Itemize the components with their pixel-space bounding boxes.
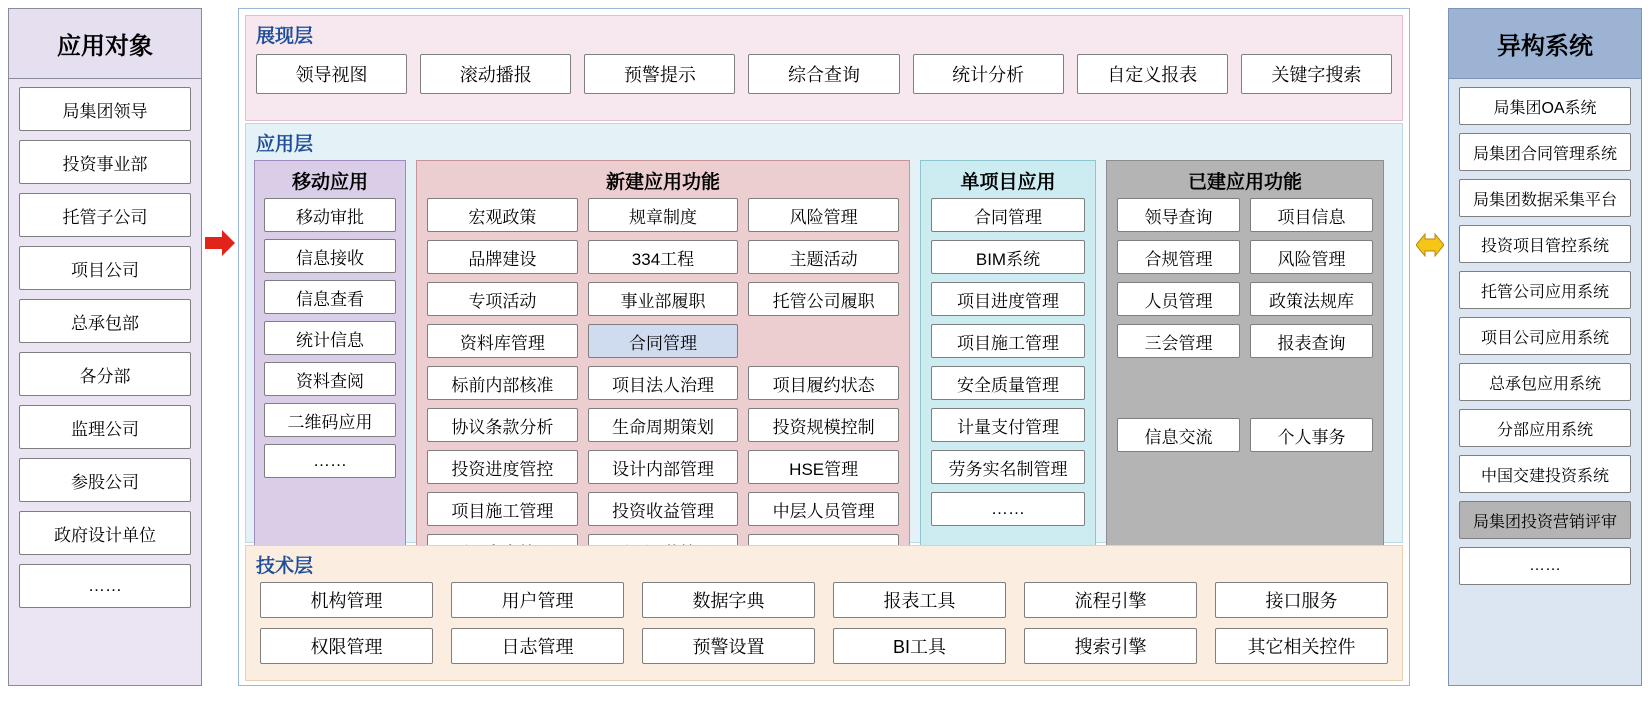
single-project-item[interactable]: 计量支付管理 <box>931 408 1085 442</box>
built-apps-grid-top <box>1107 198 1383 358</box>
new-app-item[interactable]: 资料库管理 <box>427 324 578 358</box>
new-app-item[interactable]: 规章制度 <box>588 198 739 232</box>
technology-item[interactable]: 日志管理 <box>451 628 624 664</box>
single-project-title: 单项目应用 <box>960 172 1056 193</box>
mobile-app-item[interactable]: 移动审批 <box>264 198 396 232</box>
presentation-item[interactable]: 滚动播报 <box>420 54 571 94</box>
new-app-item[interactable]: 宏观政策 <box>427 198 578 232</box>
technology-item[interactable]: 流程引擎 <box>1024 582 1197 618</box>
single-project-item[interactable]: 劳务实名制管理 <box>931 450 1085 484</box>
list-item[interactable]: 局集团合同管理系统 <box>1459 133 1631 171</box>
single-project-item[interactable]: 项目施工管理 <box>931 324 1085 358</box>
list-item[interactable]: 投资事业部 <box>19 140 191 184</box>
new-app-item[interactable]: 事业部履职 <box>588 282 739 316</box>
mobile-apps-panel <box>254 160 406 546</box>
new-app-item[interactable]: 项目法人治理 <box>588 366 739 400</box>
app-objects-panel <box>8 8 202 686</box>
new-app-item[interactable]: 托管公司履职 <box>748 282 899 316</box>
new-app-item[interactable]: HSE管理 <box>748 450 899 484</box>
app-objects-title: 应用对象 <box>9 9 201 79</box>
heterogeneous-systems-title: 异构系统 <box>1449 9 1641 79</box>
list-item[interactable]: 总承包应用系统 <box>1459 363 1631 401</box>
technology-item[interactable]: 搜索引擎 <box>1024 628 1197 664</box>
technology-layer <box>245 545 1403 681</box>
list-item[interactable]: 局集团领导 <box>19 87 191 131</box>
new-app-item[interactable]: 334工程 <box>588 240 739 274</box>
built-app-item[interactable]: 人员管理 <box>1117 282 1240 316</box>
presentation-layer-title: 展现层 <box>256 26 314 47</box>
new-app-item[interactable]: 生命周期策划 <box>588 408 739 442</box>
new-app-item[interactable]: 项目履约状态 <box>748 366 899 400</box>
heterogeneous-systems-list <box>1449 79 1641 585</box>
application-layer <box>245 123 1403 543</box>
presentation-items <box>246 48 1402 94</box>
technology-row-1 <box>246 578 1402 618</box>
single-project-panel <box>920 160 1096 546</box>
list-item[interactable]: 投资项目管控系统 <box>1459 225 1631 263</box>
right-arrow-icon <box>205 228 235 258</box>
presentation-layer <box>245 15 1403 121</box>
double-arrow-icon <box>1416 228 1444 262</box>
built-apps-title: 已建应用功能 <box>1187 172 1302 193</box>
built-app-item[interactable]: 合规管理 <box>1117 240 1240 274</box>
list-item[interactable]: 局集团数据采集平台 <box>1459 179 1631 217</box>
list-item[interactable]: 各分部 <box>19 352 191 396</box>
presentation-item[interactable]: 统计分析 <box>913 54 1064 94</box>
single-project-item[interactable]: BIM系统 <box>931 240 1085 274</box>
mobile-app-item[interactable]: 二维码应用 <box>264 403 396 437</box>
application-layer-title: 应用层 <box>256 134 314 155</box>
technology-item[interactable]: 机构管理 <box>260 582 433 618</box>
mobile-app-item[interactable]: …… <box>264 444 396 478</box>
technology-item[interactable]: 数据字典 <box>642 582 815 618</box>
presentation-item[interactable]: 领导视图 <box>256 54 407 94</box>
new-apps-panel <box>416 160 910 546</box>
new-app-item[interactable]: 投资收益管理 <box>588 492 739 526</box>
list-item[interactable]: 政府设计单位 <box>19 511 191 555</box>
single-project-item[interactable]: 安全质量管理 <box>931 366 1085 400</box>
list-item[interactable]: 中国交建投资系统 <box>1459 455 1631 493</box>
single-project-item[interactable]: 项目进度管理 <box>931 282 1085 316</box>
new-app-item[interactable]: 专项活动 <box>427 282 578 316</box>
list-item[interactable]: 项目公司 <box>19 246 191 290</box>
technology-item[interactable]: 接口服务 <box>1215 582 1388 618</box>
mobile-app-item[interactable]: 信息接收 <box>264 239 396 273</box>
new-app-item[interactable]: 投资规模控制 <box>748 408 899 442</box>
list-item[interactable]: …… <box>1459 547 1631 585</box>
list-item[interactable]: …… <box>19 564 191 608</box>
built-app-item[interactable]: 领导查询 <box>1117 198 1240 232</box>
app-objects-list <box>9 79 201 608</box>
new-app-item[interactable]: 标前内部核准 <box>427 366 578 400</box>
new-app-item[interactable]: 投资进度管控 <box>427 450 578 484</box>
new-app-item-selected[interactable]: 合同管理 <box>588 324 739 358</box>
list-item[interactable]: 总承包部 <box>19 299 191 343</box>
mobile-apps-items <box>255 198 405 478</box>
new-app-item[interactable]: 设计内部管理 <box>588 450 739 484</box>
list-item[interactable]: 托管子公司 <box>19 193 191 237</box>
platform-panel <box>238 8 1410 686</box>
mobile-apps-title: 移动应用 <box>291 172 368 193</box>
technology-item[interactable]: 用户管理 <box>451 582 624 618</box>
mobile-app-item[interactable]: 信息查看 <box>264 280 396 314</box>
new-app-item[interactable]: 协议条款分析 <box>427 408 578 442</box>
new-app-item-empty <box>748 324 899 358</box>
new-app-item[interactable]: 项目施工管理 <box>427 492 578 526</box>
list-item[interactable]: 分部应用系统 <box>1459 409 1631 447</box>
built-app-item[interactable]: 三会管理 <box>1117 324 1240 358</box>
new-apps-grid <box>417 198 909 568</box>
list-item[interactable]: 局集团OA系统 <box>1459 87 1631 125</box>
technology-item[interactable]: 报表工具 <box>833 582 1006 618</box>
single-project-item[interactable]: …… <box>931 492 1085 526</box>
list-item[interactable]: 监理公司 <box>19 405 191 449</box>
technology-item[interactable]: 权限管理 <box>260 628 433 664</box>
built-app-item[interactable]: 风险管理 <box>1250 240 1373 274</box>
mobile-app-item[interactable]: 统计信息 <box>264 321 396 355</box>
built-apps-panel <box>1106 160 1384 546</box>
presentation-item[interactable]: 关键字搜索 <box>1241 54 1392 94</box>
built-app-item[interactable]: 政策法规库 <box>1250 282 1373 316</box>
technology-row-2 <box>246 618 1402 664</box>
built-apps-grid-bottom <box>1107 418 1383 452</box>
new-app-item[interactable]: 主题活动 <box>748 240 899 274</box>
list-item[interactable]: 托管公司应用系统 <box>1459 271 1631 309</box>
new-apps-title: 新建应用功能 <box>605 172 720 193</box>
built-app-item[interactable]: 信息交流 <box>1117 418 1240 452</box>
new-app-item[interactable]: 中层人员管理 <box>748 492 899 526</box>
technology-item[interactable]: BI工具 <box>833 628 1006 664</box>
single-project-item[interactable]: 合同管理 <box>931 198 1085 232</box>
built-apps-spacer <box>1107 358 1383 418</box>
presentation-item[interactable]: 自定义报表 <box>1077 54 1228 94</box>
single-project-items <box>921 198 1095 526</box>
list-item[interactable]: 项目公司应用系统 <box>1459 317 1631 355</box>
technology-item[interactable]: 其它相关控件 <box>1215 628 1388 664</box>
presentation-item[interactable]: 综合查询 <box>748 54 899 94</box>
technology-layer-title: 技术层 <box>256 556 314 577</box>
new-app-item[interactable]: 品牌建设 <box>427 240 578 274</box>
heterogeneous-systems-panel <box>1448 8 1642 686</box>
presentation-item[interactable]: 预警提示 <box>584 54 735 94</box>
built-app-item[interactable]: 报表查询 <box>1250 324 1373 358</box>
built-app-item[interactable]: 个人事务 <box>1250 418 1373 452</box>
technology-item[interactable]: 预警设置 <box>642 628 815 664</box>
built-app-item[interactable]: 项目信息 <box>1250 198 1373 232</box>
list-item-highlighted[interactable]: 局集团投资营销评审 <box>1459 501 1631 539</box>
list-item[interactable]: 参股公司 <box>19 458 191 502</box>
mobile-app-item[interactable]: 资料查阅 <box>264 362 396 396</box>
new-app-item[interactable]: 风险管理 <box>748 198 899 232</box>
application-columns <box>246 156 1402 546</box>
